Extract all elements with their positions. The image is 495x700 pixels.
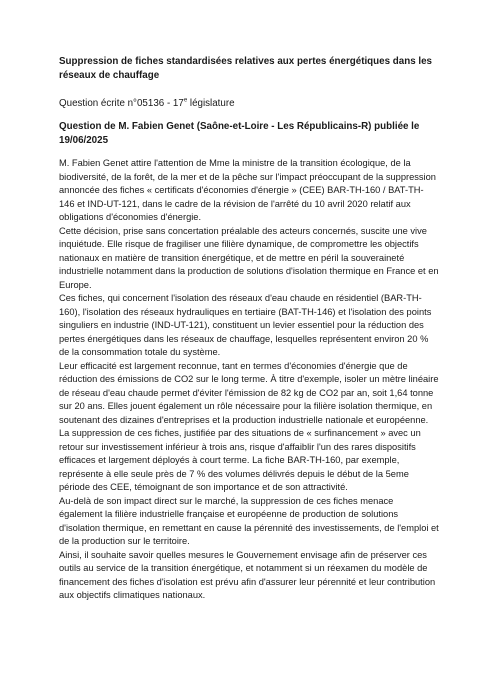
- body-paragraph: La suppression de ces fiches, justifiée par des situations de « surfinancement » avec un retour sur investissement inférieur à trois ans, risque d'affaiblir l'un des rares dispositifs efficaces et largement déployés à court terme. La fiche BAR-TH-160, par exemple, représente à elle seule près de 7 % des volumes délivrés depuis le début de la 5eme période des CEE, témoignant de son importance et de son attractivité.: [59, 428, 421, 492]
- legislature-label: législature: [187, 98, 235, 109]
- question-header: Question de M. Fabien Genet (Saône-et-Loire - Les Républicains-R) publiée le 19/06/2025: [59, 121, 420, 146]
- question-number: Question écrite n°05136 - 17: [59, 98, 184, 109]
- body-paragraph: M. Fabien Genet attire l'attention de Mme la ministre de la transition écologique, de la biodiversité, de la forêt, de la mer et de la pêche sur l'impact préoccupant de la suppression annoncée des fiches « certificats d'économies d'énergie » (CEE) BAR-TH-160 / BAT-TH-146 et IND-UT-121, dans le cadre de la révision de l'arrêté du 10 avril 2020 relatif aux obligations d'économies d'énergie.: [59, 158, 436, 222]
- body-paragraph: Cette décision, prise sans concertation préalable des acteurs concernés, suscite une vive inquiétude. Elle risque de fragiliser une filière dynamique, de compromettre les objectifs nationaux en matière de transition énergétique, et de mettre en péril la souveraineté industrielle notamment dans la production de solutions d'isolation thermique en France et en Europe.: [59, 225, 439, 290]
- document-page: [59, 55, 439, 603]
- body-paragraph: Ainsi, il souhaite savoir quelles mesures le Gouvernement envisage afin de préserver ces outils au service de la transition énergétique, et notamment si un réexamen du modèle de financement des fiches d'isolation est prévu afin d'assurer leur pérennité et leur contribution aux objectifs climatiques nationaux.: [59, 549, 436, 600]
- body-paragraph: Au-delà de son impact direct sur le marché, la suppression de ces fiches menace également la filière industrielle française et européenne de production de solutions d'isolation thermique, en remettant en cause la pérennité des investissements, de l'emploi et de la production sur le territoire.: [59, 495, 439, 546]
- legislature-ordinal-suffix: e: [183, 97, 188, 104]
- document-title: Suppression de fiches standardisées relatives aux pertes énergétiques dans les réseaux de chauffage: [59, 56, 432, 81]
- body-paragraph: Leur efficacité est largement reconnue, tant en termes d'économies d'énergie que de réduction des émissions de CO2 sur le long terme. À titre d'exemple, isoler un mètre linéaire de réseau d'eau chaude permet d'éviter l'émission de 82 kg de CO2 par an, soit 1,64 tonne sur 20 ans. Elles jouent également un rôle nécessaire pour la filière isolation thermique, en soutenant des dizaines d'entreprises et la production industrielle nationale et européenne.: [59, 360, 439, 425]
- question-body: [59, 157, 439, 603]
- question-reference: [59, 97, 439, 111]
- body-paragraph: Ces fiches, qui concernent l'isolation des réseaux d'eau chaude en résidentiel (BAR-TH-160), l'isolation des réseaux hydrauliques en tertiaire (BAT-TH-146) et l'isolation des points singuliers en industrie (IND-UT-121), constituent un levier essentiel pour la réduction des pertes énergétiques dans les réseaux de chauffage, lesquelles représentent environ 20 % de la consommation totale du système.: [59, 293, 432, 357]
